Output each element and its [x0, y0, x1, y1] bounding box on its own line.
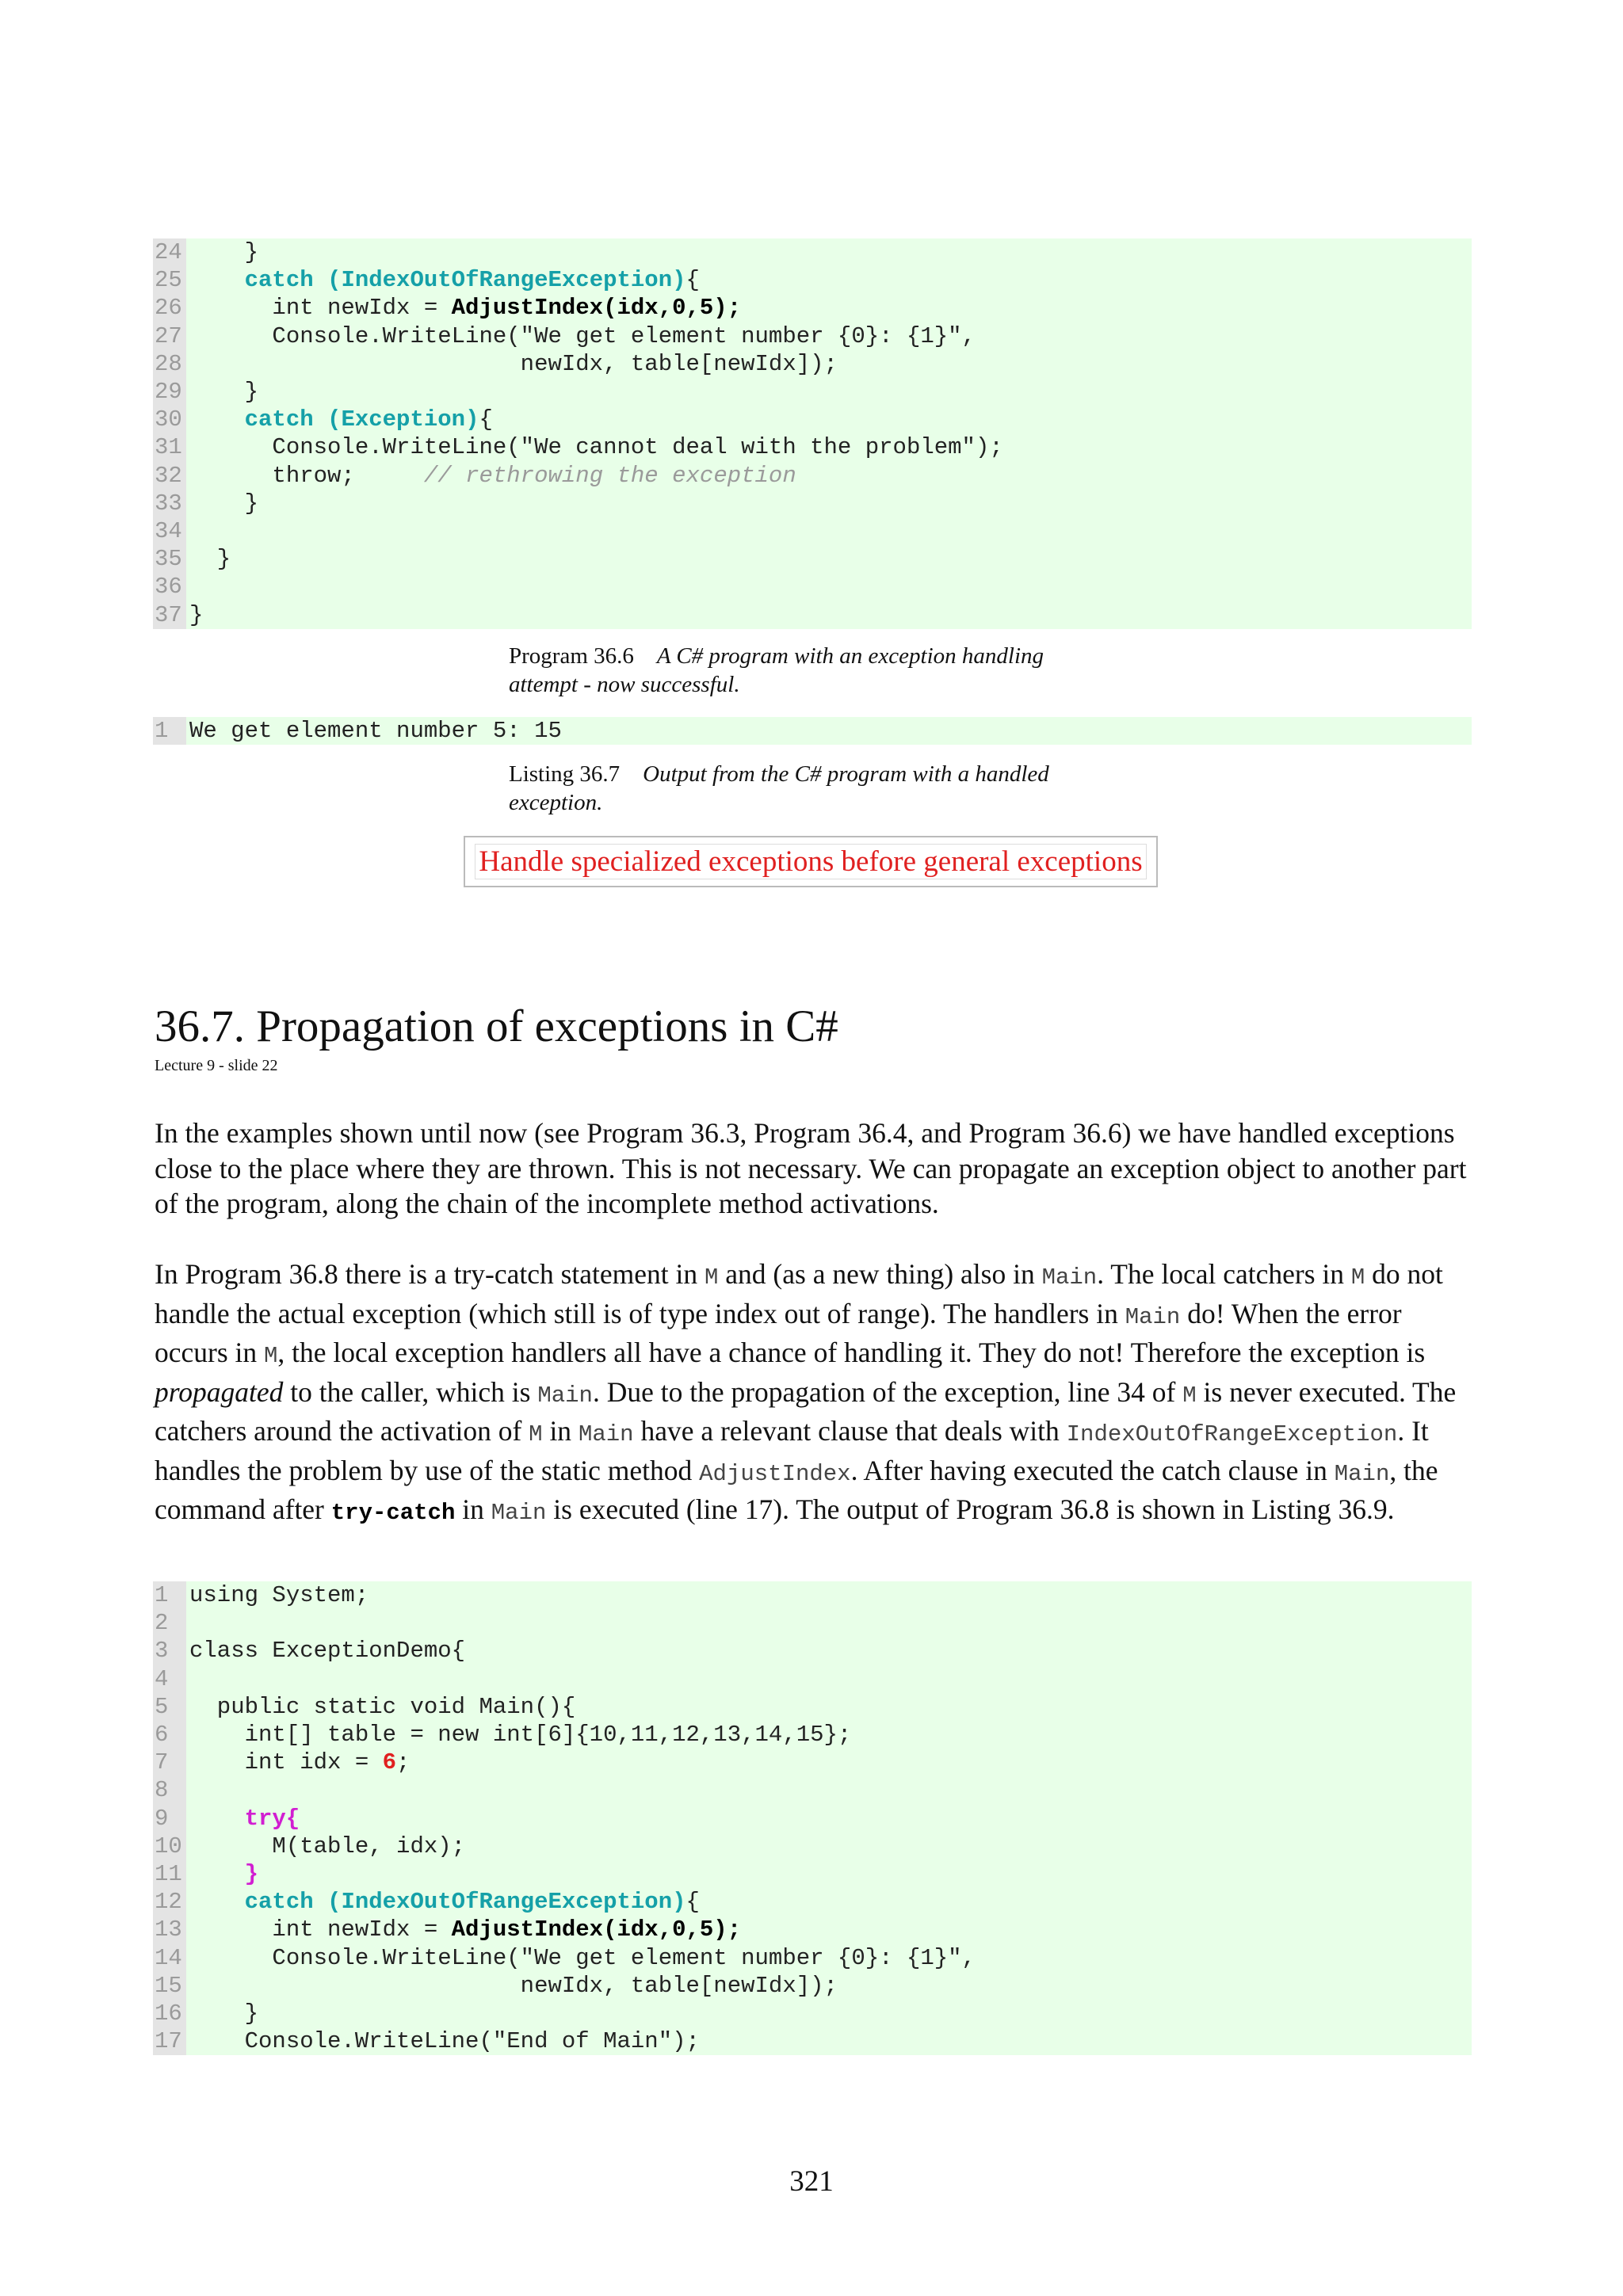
- code-token: }: [189, 490, 259, 517]
- code-token: newIdx, table[newIdx]);: [189, 350, 838, 377]
- text-run: and (as a new thing) also in: [718, 1258, 1042, 1290]
- code-line: [153, 1581, 1472, 1609]
- line-number: 31: [153, 433, 186, 461]
- code-line: [153, 238, 1472, 266]
- code-text: [186, 1694, 575, 1720]
- code-token: M(table, idx);: [189, 1833, 466, 1859]
- inline-code: IndexOutOfRangeException: [1066, 1421, 1398, 1447]
- code-line: [153, 1972, 1472, 2000]
- code-text: [186, 1889, 700, 1915]
- code-text: [186, 295, 741, 321]
- line-number: 24: [153, 238, 186, 266]
- section-title: 36.7. Propagation of exceptions in C#: [155, 1001, 838, 1051]
- code-token: [189, 1861, 245, 1887]
- code-line: [153, 350, 1472, 378]
- inline-code: Main: [491, 1500, 547, 1526]
- line-number: 15: [153, 1972, 186, 2000]
- code-line: [153, 433, 1472, 461]
- code-token: }: [189, 2000, 259, 2027]
- code-text: [186, 463, 796, 489]
- code-line: [153, 490, 1472, 517]
- code-line: [153, 1943, 1472, 1971]
- text-run: . The local catchers in: [1097, 1258, 1351, 1290]
- code-line: [153, 573, 1472, 601]
- inline-code: M: [529, 1421, 543, 1447]
- callout-text: Handle specialized exceptions before general exceptions: [475, 844, 1146, 879]
- code-token: AdjustIndex(idx,0,5);: [451, 295, 742, 322]
- line-number: 1: [153, 1581, 186, 1609]
- line-number: 5: [153, 1693, 186, 1721]
- page-number: 321: [789, 2165, 834, 2198]
- line-number: 11: [153, 1860, 186, 1888]
- line-number: 33: [153, 490, 186, 517]
- code-token: int idx =: [189, 1749, 383, 1776]
- code-token: {: [685, 267, 700, 294]
- code-line: [153, 1776, 1472, 1804]
- code-token: throw;: [189, 462, 424, 489]
- inline-code: M: [1350, 1264, 1365, 1291]
- line-number: 6: [153, 1721, 186, 1749]
- code-text: [186, 1861, 258, 1887]
- line-number: 13: [153, 1916, 186, 1943]
- code-token: catch (Exception): [244, 406, 479, 433]
- code-text: [186, 602, 203, 628]
- paragraph-1: In the examples shown until now (see Program 36.3, Program 36.4, and Program 36.6) we have handled exceptions close to the place where they are thrown. This is not necessary. We can propagate an exception object to another part of the program, along the chain of the incomplete method activations.: [155, 1117, 1467, 1219]
- code-token: Console.WriteLine("We cannot deal with the problem");: [189, 434, 1003, 461]
- line-number: 12: [153, 1888, 186, 1916]
- code-text: [186, 2000, 258, 2027]
- text-run: is never executed. The catchers around the activation of: [155, 1375, 1457, 1447]
- text-run: do! When the error occurs in: [155, 1297, 1402, 1368]
- line-number: 26: [153, 294, 186, 322]
- code-line: [153, 294, 1472, 322]
- program-caption: [509, 642, 1111, 699]
- line-number: 7: [153, 1749, 186, 1776]
- code-token: // rethrowing the exception: [423, 462, 796, 489]
- code-token: try{: [244, 1805, 300, 1832]
- code-token: catch (IndexOutOfRangeException): [244, 267, 686, 294]
- code-text: [186, 434, 1003, 460]
- line-number: 30: [153, 406, 186, 433]
- code-line: [153, 2000, 1472, 2027]
- line-number: 14: [153, 1943, 186, 1971]
- text-run: in: [542, 1415, 579, 1447]
- code-line: [153, 1693, 1472, 1721]
- code-token: }: [189, 601, 204, 628]
- caption-text: Output from the C# program with a handled exception.: [509, 761, 1049, 815]
- inline-code: M: [264, 1343, 278, 1369]
- caption-label: Listing 36.7: [509, 761, 621, 787]
- code-text: [186, 379, 258, 405]
- code-token: {: [685, 1889, 700, 1916]
- line-number: 2: [153, 1609, 186, 1637]
- code-line: [153, 1721, 1472, 1749]
- inline-code: Main: [1334, 1460, 1390, 1487]
- line-number: 8: [153, 1776, 186, 1804]
- text-run: In Program 36.8 there is a try-catch statement in: [155, 1258, 705, 1290]
- code-token: newIdx, table[newIdx]);: [189, 1972, 838, 1999]
- code-token: ;: [396, 1749, 411, 1776]
- line-number: 17: [153, 2027, 186, 2055]
- inline-code: Main: [1125, 1303, 1181, 1330]
- code-text: [186, 490, 258, 517]
- code-token: [189, 406, 245, 433]
- code-token: }: [189, 546, 231, 573]
- inline-code: Main: [537, 1382, 593, 1409]
- line-number: 34: [153, 517, 186, 545]
- code-token: class ExceptionDemo{: [189, 1638, 466, 1665]
- line-number: 9: [153, 1805, 186, 1833]
- code-line: [153, 378, 1472, 406]
- text-run: , the local exception handlers all have a chance of handling it. They do not! Therefore the exception is: [277, 1337, 1426, 1368]
- code-line: [153, 717, 1472, 745]
- code-line: [153, 517, 1472, 545]
- line-number: 37: [153, 601, 186, 628]
- code-text: [186, 546, 231, 572]
- line-number: 32: [153, 462, 186, 490]
- text-run: . Due to the propagation of the exception, line 34 of: [592, 1375, 1183, 1408]
- code-token: AdjustIndex(idx,0,5);: [451, 1917, 742, 1943]
- inline-code: Main: [578, 1421, 634, 1447]
- code-text: [186, 1973, 838, 1999]
- text-run: do not handle the actual exception (which still is of type index out of range). The handlers in: [155, 1258, 1443, 1329]
- code-block-program-36-8: [153, 1581, 1472, 2055]
- code-token: [189, 267, 245, 293]
- line-number: 25: [153, 266, 186, 294]
- caption-text: A C# program with an exception handling attempt - now successful.: [509, 643, 1044, 697]
- text-run: is executed (line 17). The output of Program 36.8 is shown in Listing 36.9.: [546, 1493, 1395, 1525]
- code-line: [153, 1888, 1472, 1916]
- code-line: [153, 1637, 1472, 1665]
- code-token: Console.WriteLine("End of Main");: [189, 2028, 700, 2055]
- code-text: [186, 1917, 741, 1943]
- code-token: [189, 1889, 245, 1915]
- code-text: [186, 351, 838, 377]
- code-text: [186, 1749, 410, 1775]
- text-run: . After having executed the catch clause in: [850, 1454, 1335, 1486]
- line-number: 3: [153, 1637, 186, 1665]
- listing-caption: [509, 760, 1111, 817]
- code-line: [153, 1805, 1472, 1833]
- inline-code: M: [1182, 1382, 1197, 1409]
- code-line: [153, 2027, 1472, 2055]
- line-number: 4: [153, 1665, 186, 1693]
- text-run: . It handles the problem by use of the static method: [155, 1415, 1429, 1486]
- line-number: 10: [153, 1833, 186, 1860]
- inline-code: AdjustIndex: [699, 1460, 851, 1487]
- code-line: [153, 462, 1472, 490]
- code-text: [186, 1722, 851, 1748]
- code-text: [186, 1638, 465, 1664]
- code-line: [153, 406, 1472, 433]
- line-number: 27: [153, 322, 186, 350]
- text-run: , the command after: [155, 1454, 1438, 1525]
- code-token: Console.WriteLine("We get element number {0}: {1}",: [189, 1944, 976, 1971]
- code-token: public static void Main(){: [189, 1693, 576, 1720]
- code-token: }: [189, 239, 259, 266]
- code-text: [186, 1582, 369, 1608]
- inline-code: M: [705, 1264, 719, 1291]
- text-run: to the caller, which is: [283, 1375, 538, 1408]
- code-token: using System;: [189, 1582, 369, 1609]
- code-line: [153, 1916, 1472, 1943]
- code-text: [186, 1806, 300, 1832]
- inline-code: try-catch: [330, 1500, 456, 1526]
- code-line: [153, 1749, 1472, 1776]
- code-token: {: [479, 406, 493, 433]
- inline-code: propagated: [155, 1375, 284, 1408]
- code-token: We get element number 5: 15: [189, 718, 562, 745]
- code-text: [186, 2028, 700, 2054]
- code-token: 6: [382, 1749, 397, 1776]
- code-token: }: [244, 1860, 259, 1887]
- text-run: have a relevant clause that deals with: [633, 1415, 1067, 1447]
- code-line: [153, 545, 1472, 573]
- code-block-output-listing: [153, 717, 1472, 745]
- inline-code: Main: [1041, 1264, 1098, 1291]
- code-token: int newIdx =: [189, 1917, 452, 1943]
- caption-label: Program 36.6: [509, 643, 634, 669]
- line-number: 29: [153, 378, 186, 406]
- code-line: [153, 1860, 1472, 1888]
- code-line: [153, 322, 1472, 350]
- code-line: [153, 1665, 1472, 1693]
- code-line: [153, 601, 1472, 628]
- code-token: }: [189, 379, 259, 406]
- code-text: [186, 1833, 465, 1859]
- code-text: [186, 1945, 976, 1971]
- callout-box: [464, 836, 1158, 887]
- line-number: 36: [153, 573, 186, 601]
- code-token: catch (IndexOutOfRangeException): [244, 1889, 686, 1916]
- code-text: [186, 406, 493, 433]
- line-number: 1: [153, 717, 186, 745]
- code-token: Console.WriteLine("We get element number {0}: {1}",: [189, 322, 976, 349]
- code-text: [186, 718, 562, 744]
- code-line: [153, 1609, 1472, 1637]
- code-text: [186, 239, 258, 265]
- code-block-program-36-6: [153, 238, 1472, 629]
- code-line: [153, 1833, 1472, 1860]
- line-number: 28: [153, 350, 186, 378]
- code-line: [153, 266, 1472, 294]
- code-token: [189, 1806, 245, 1832]
- code-text: [186, 323, 976, 349]
- line-number: 35: [153, 545, 186, 573]
- code-token: int newIdx =: [189, 295, 452, 322]
- line-number: 16: [153, 2000, 186, 2027]
- slide-reference: Lecture 9 - slide 22: [155, 1057, 278, 1074]
- paragraph-2: [155, 1257, 1474, 1531]
- code-text: [186, 267, 700, 293]
- text-run: in: [455, 1493, 491, 1525]
- code-token: int[] table = new int[6]{10,11,12,13,14,15};: [189, 1722, 852, 1749]
